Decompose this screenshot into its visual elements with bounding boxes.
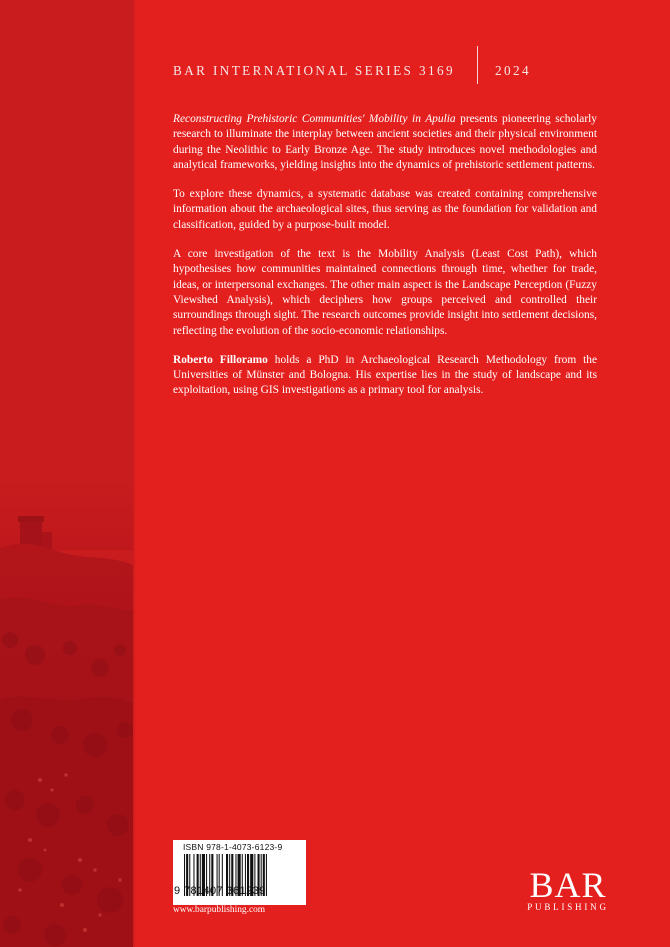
logo-word: BAR	[529, 865, 607, 905]
author-bio	[173, 353, 597, 399]
blurb-paragraph-2: To explore these dynamics, a systematic database was created containing comprehensive information about the archaeological sites, thus serving as the foundation for validation and classification, guided by a purpose-built model.	[173, 188, 597, 231]
author-name: Roberto Filloramo	[173, 353, 268, 366]
blurb	[173, 112, 597, 413]
barcode	[173, 840, 306, 905]
strip-shadow	[133, 0, 136, 947]
header-divider	[477, 46, 478, 84]
series-header	[173, 60, 533, 82]
blurb-paragraph-1	[173, 112, 597, 173]
blurb-p1-text: presents pioneering scholarly research to illuminate the interplay between ancient societies and their physical environment during the Neolithic to Early Bronze Age. The study introduces novel methodologies and analytical frameworks, yielding insights into the dynamics of prehistoric settlement patterns.	[173, 113, 597, 171]
series-year: 2024	[495, 63, 531, 78]
isbn-label: ISBN 978-1-4073-6123-9	[183, 842, 283, 852]
cover-photo-strip	[0, 0, 133, 947]
website-link[interactable]: www.barpublishing.com	[173, 905, 266, 915]
logo-subtitle: PUBLISHING	[527, 902, 609, 912]
book-title: Reconstructing Prehistoric Communities' Mobility in Apulia	[173, 113, 456, 125]
barcode-digits: 9 781407 361239	[174, 885, 266, 897]
blurb-paragraph-3: A core investigation of the text is the Mobility Analysis (Least Cost Path), which hypothesises how communities maintained connections through time, whether for trade, ideas, or interpersonal exchanges. The other main aspect is the Landscape Perception (Fuzzy Viewshed Analysis), which deciphers how groups perceived and controlled their surroundings through sight. The research outcomes provide insight into settlement decisions, reflecting the evolution of the socio-economic relationships.	[173, 248, 597, 337]
series-title: BAR INTERNATIONAL SERIES 3169	[173, 63, 455, 78]
landscape-photo	[0, 0, 133, 947]
author-bio-text: holds a PhD in Archaeological Research Methodology from the Universities of Münster and Bologna. His expertise lies in the study of landscape and its exploitation, using GIS investigations as a primary tool for analysis.	[173, 353, 598, 397]
bar-publishing-logo	[518, 865, 618, 918]
